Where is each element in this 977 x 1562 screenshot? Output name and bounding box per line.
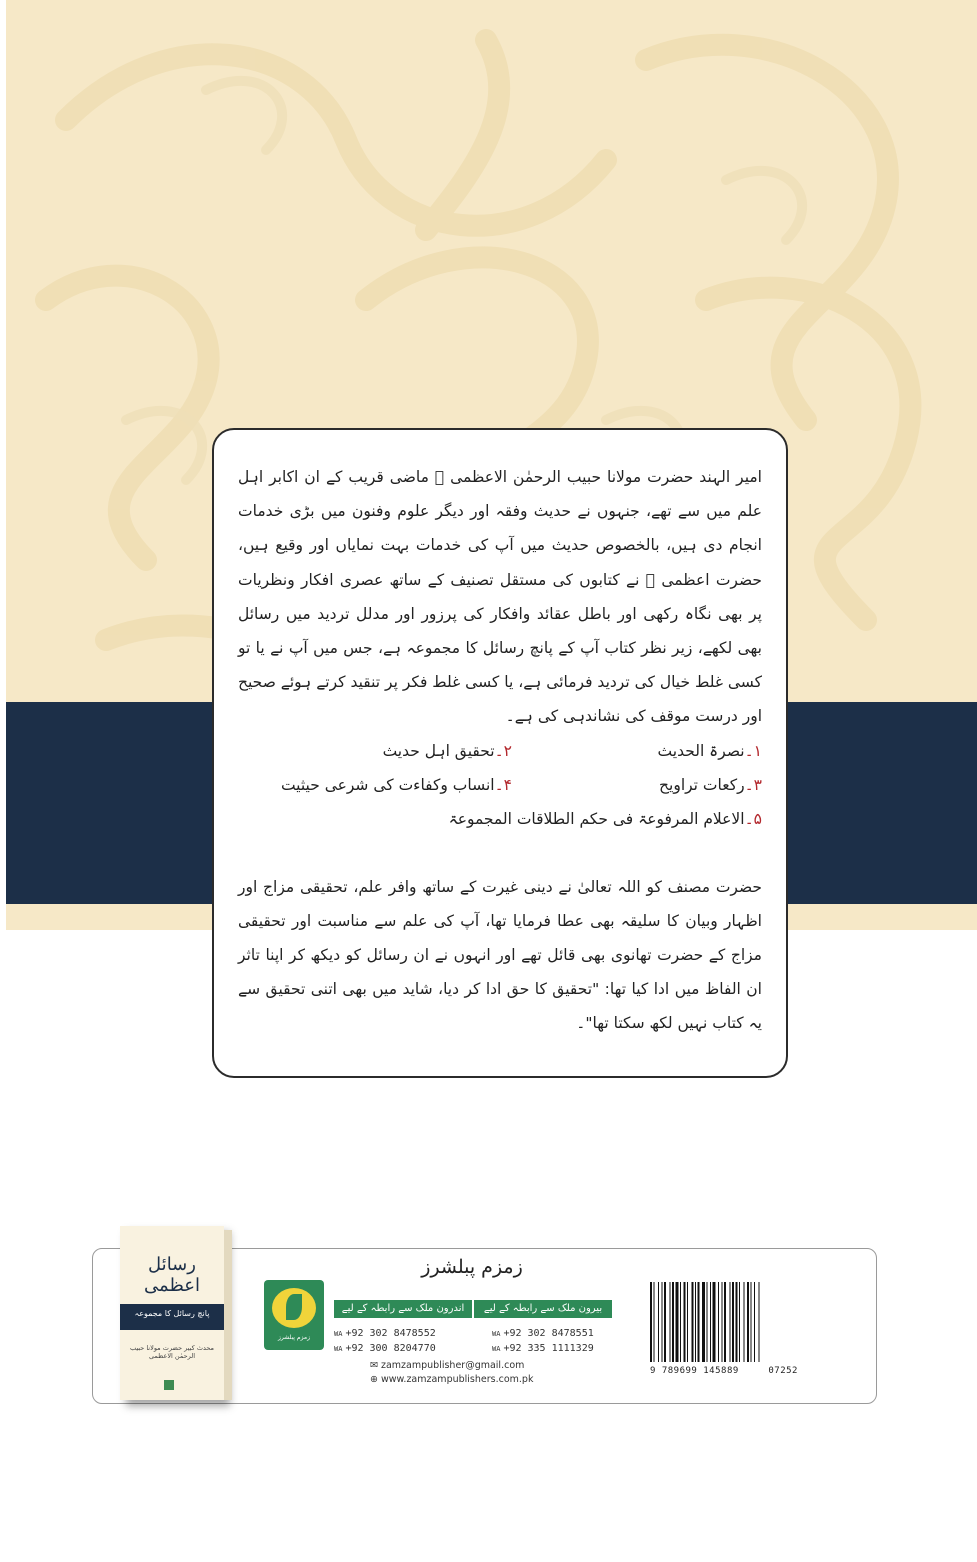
- phone-text: +92 300 8204770: [345, 1343, 436, 1354]
- list-title: الاعلام المرفوعۃ فی حکم الطلاقات المجموعۃ: [448, 809, 745, 828]
- publisher-mark-icon: [164, 1380, 174, 1390]
- closing-paragraph: حضرت مصنف کو اللہ تعالیٰ نے دینی غیرت کے ساتھ وافر علم، تحقیقی مزاج اور اظہار وبیان کا سلیقہ بھی عطا فرمایا تھا، آپ کی علم سے مناسبت اور تحقیقی مزاج کے حضرت تھانوی بھی قائل تھے اور انہوں نے ان رسائل کو دیکھ کر اپنا تاثر ان الفاظ میں ادا کیا تھا: "تحقیق کا حق ادا کر دیا، شاید میں بھی اتنی تحقیق سے یہ کتاب نہیں لکھ سکتا تھا"۔: [238, 877, 762, 1033]
- publisher-logo: [264, 1280, 324, 1350]
- website-text: www.zamzampublishers.com.pk: [380, 1374, 534, 1385]
- website-link[interactable]: [370, 1374, 533, 1385]
- intro-paragraph: امیر الہند حضرت مولانا حبیب الرحمٰن الاعظمی ﷫ ماضی قریب کے ان اکابر اہل علم میں سے تھے، جنہوں نے حدیث وفقہ اور دیگر علوم وفنون میں بڑی خدمات انجام دی ہیں، بالخصوص حدیث میں آپ کی خدمات بہت نمایاں اور وقیع ہیں، حضرت اعظمی ﷫ نے کتابوں کی مستقل تصنیف کے ساتھ عصری افکار ونظریات پر بھی نگاہ رکھی اور باطل عقائد وافکار کی پرزور اور مدلل تردید میں رسائل بھی لکھے، زیر نظر کتاب آپ کے پانچ رسائل کا مجموعہ ہے، جس میں آپ نے یا تو کسی غلط خیال کی تردید فرمائی ہے، یا کسی غلط فکر پر تنقید کرتے ہوئے صحیح اور درست موقف کی نشاندہی کی ہے۔: [238, 468, 762, 726]
- isbn-number: 9 789699 145889: [650, 1366, 739, 1376]
- list-row: [238, 734, 762, 768]
- isbn-text: [650, 1366, 798, 1376]
- whatsapp-icon: WA: [492, 1330, 501, 1338]
- book-title: رسائل اعظمی: [144, 1254, 200, 1296]
- barcode: [646, 1280, 858, 1364]
- book-author: محدث کبیر حضرت مولانا حبیب الرحمٰن الاعظمی: [129, 1344, 215, 1360]
- phone-number[interactable]: [492, 1328, 594, 1339]
- list-item: [512, 734, 762, 768]
- phone-text: +92 302 8478551: [503, 1328, 594, 1339]
- whatsapp-icon: WA: [492, 1345, 501, 1353]
- whatsapp-icon: WA: [334, 1330, 343, 1338]
- phone-text: +92 335 1111329: [503, 1343, 594, 1354]
- list-item: [262, 768, 512, 802]
- email-text: zamzampublisher@gmail.com: [380, 1360, 525, 1371]
- description-box: [212, 428, 788, 1078]
- list-number: ۵۔: [744, 809, 762, 828]
- list-number: ۱۔: [744, 741, 762, 760]
- leaf-icon: [286, 1294, 302, 1320]
- phone-number[interactable]: [334, 1343, 436, 1354]
- list-title: نصرۃ الحدیث: [657, 741, 745, 760]
- list-title: تحقیق اہل حدیث: [382, 741, 495, 760]
- book-cover-thumbnail: [120, 1226, 232, 1406]
- list-item: [449, 802, 762, 836]
- phone-text: +92 302 8478552: [345, 1328, 436, 1339]
- globe-icon: ⊕: [370, 1374, 381, 1385]
- list-title: رکعات تراویح: [659, 775, 745, 794]
- domestic-contact-label: اندرون ملک سے رابطہ کے لیے: [334, 1300, 472, 1318]
- email-icon: ✉: [370, 1360, 381, 1371]
- list-row: [238, 802, 762, 836]
- email-link[interactable]: [370, 1360, 524, 1371]
- book-spine: [224, 1230, 232, 1400]
- phone-number[interactable]: [492, 1343, 594, 1354]
- list-item: [512, 768, 762, 802]
- logo-caption: زمزم پبلشرز: [277, 1334, 311, 1341]
- list-number: ۳۔: [744, 775, 762, 794]
- price-code: 07252: [768, 1366, 798, 1376]
- phone-number[interactable]: [334, 1328, 436, 1339]
- list-number: ۴۔: [494, 775, 512, 794]
- list-row: [238, 768, 762, 802]
- publisher-name: زمزم پبلشرز: [421, 1256, 523, 1278]
- list-title: انساب وکفاءت کی شرعی حیثیت: [280, 775, 495, 794]
- barcode-bars: [646, 1280, 858, 1364]
- book-band-text: پانچ رسائل کا مجموعہ: [134, 1309, 210, 1318]
- list-item: [262, 734, 512, 768]
- international-contact-label: بیرون ملک سے رابطہ کے لیے: [474, 1300, 612, 1318]
- whatsapp-icon: WA: [334, 1345, 343, 1353]
- list-number: ۲۔: [494, 741, 512, 760]
- rasail-list: [238, 734, 762, 870]
